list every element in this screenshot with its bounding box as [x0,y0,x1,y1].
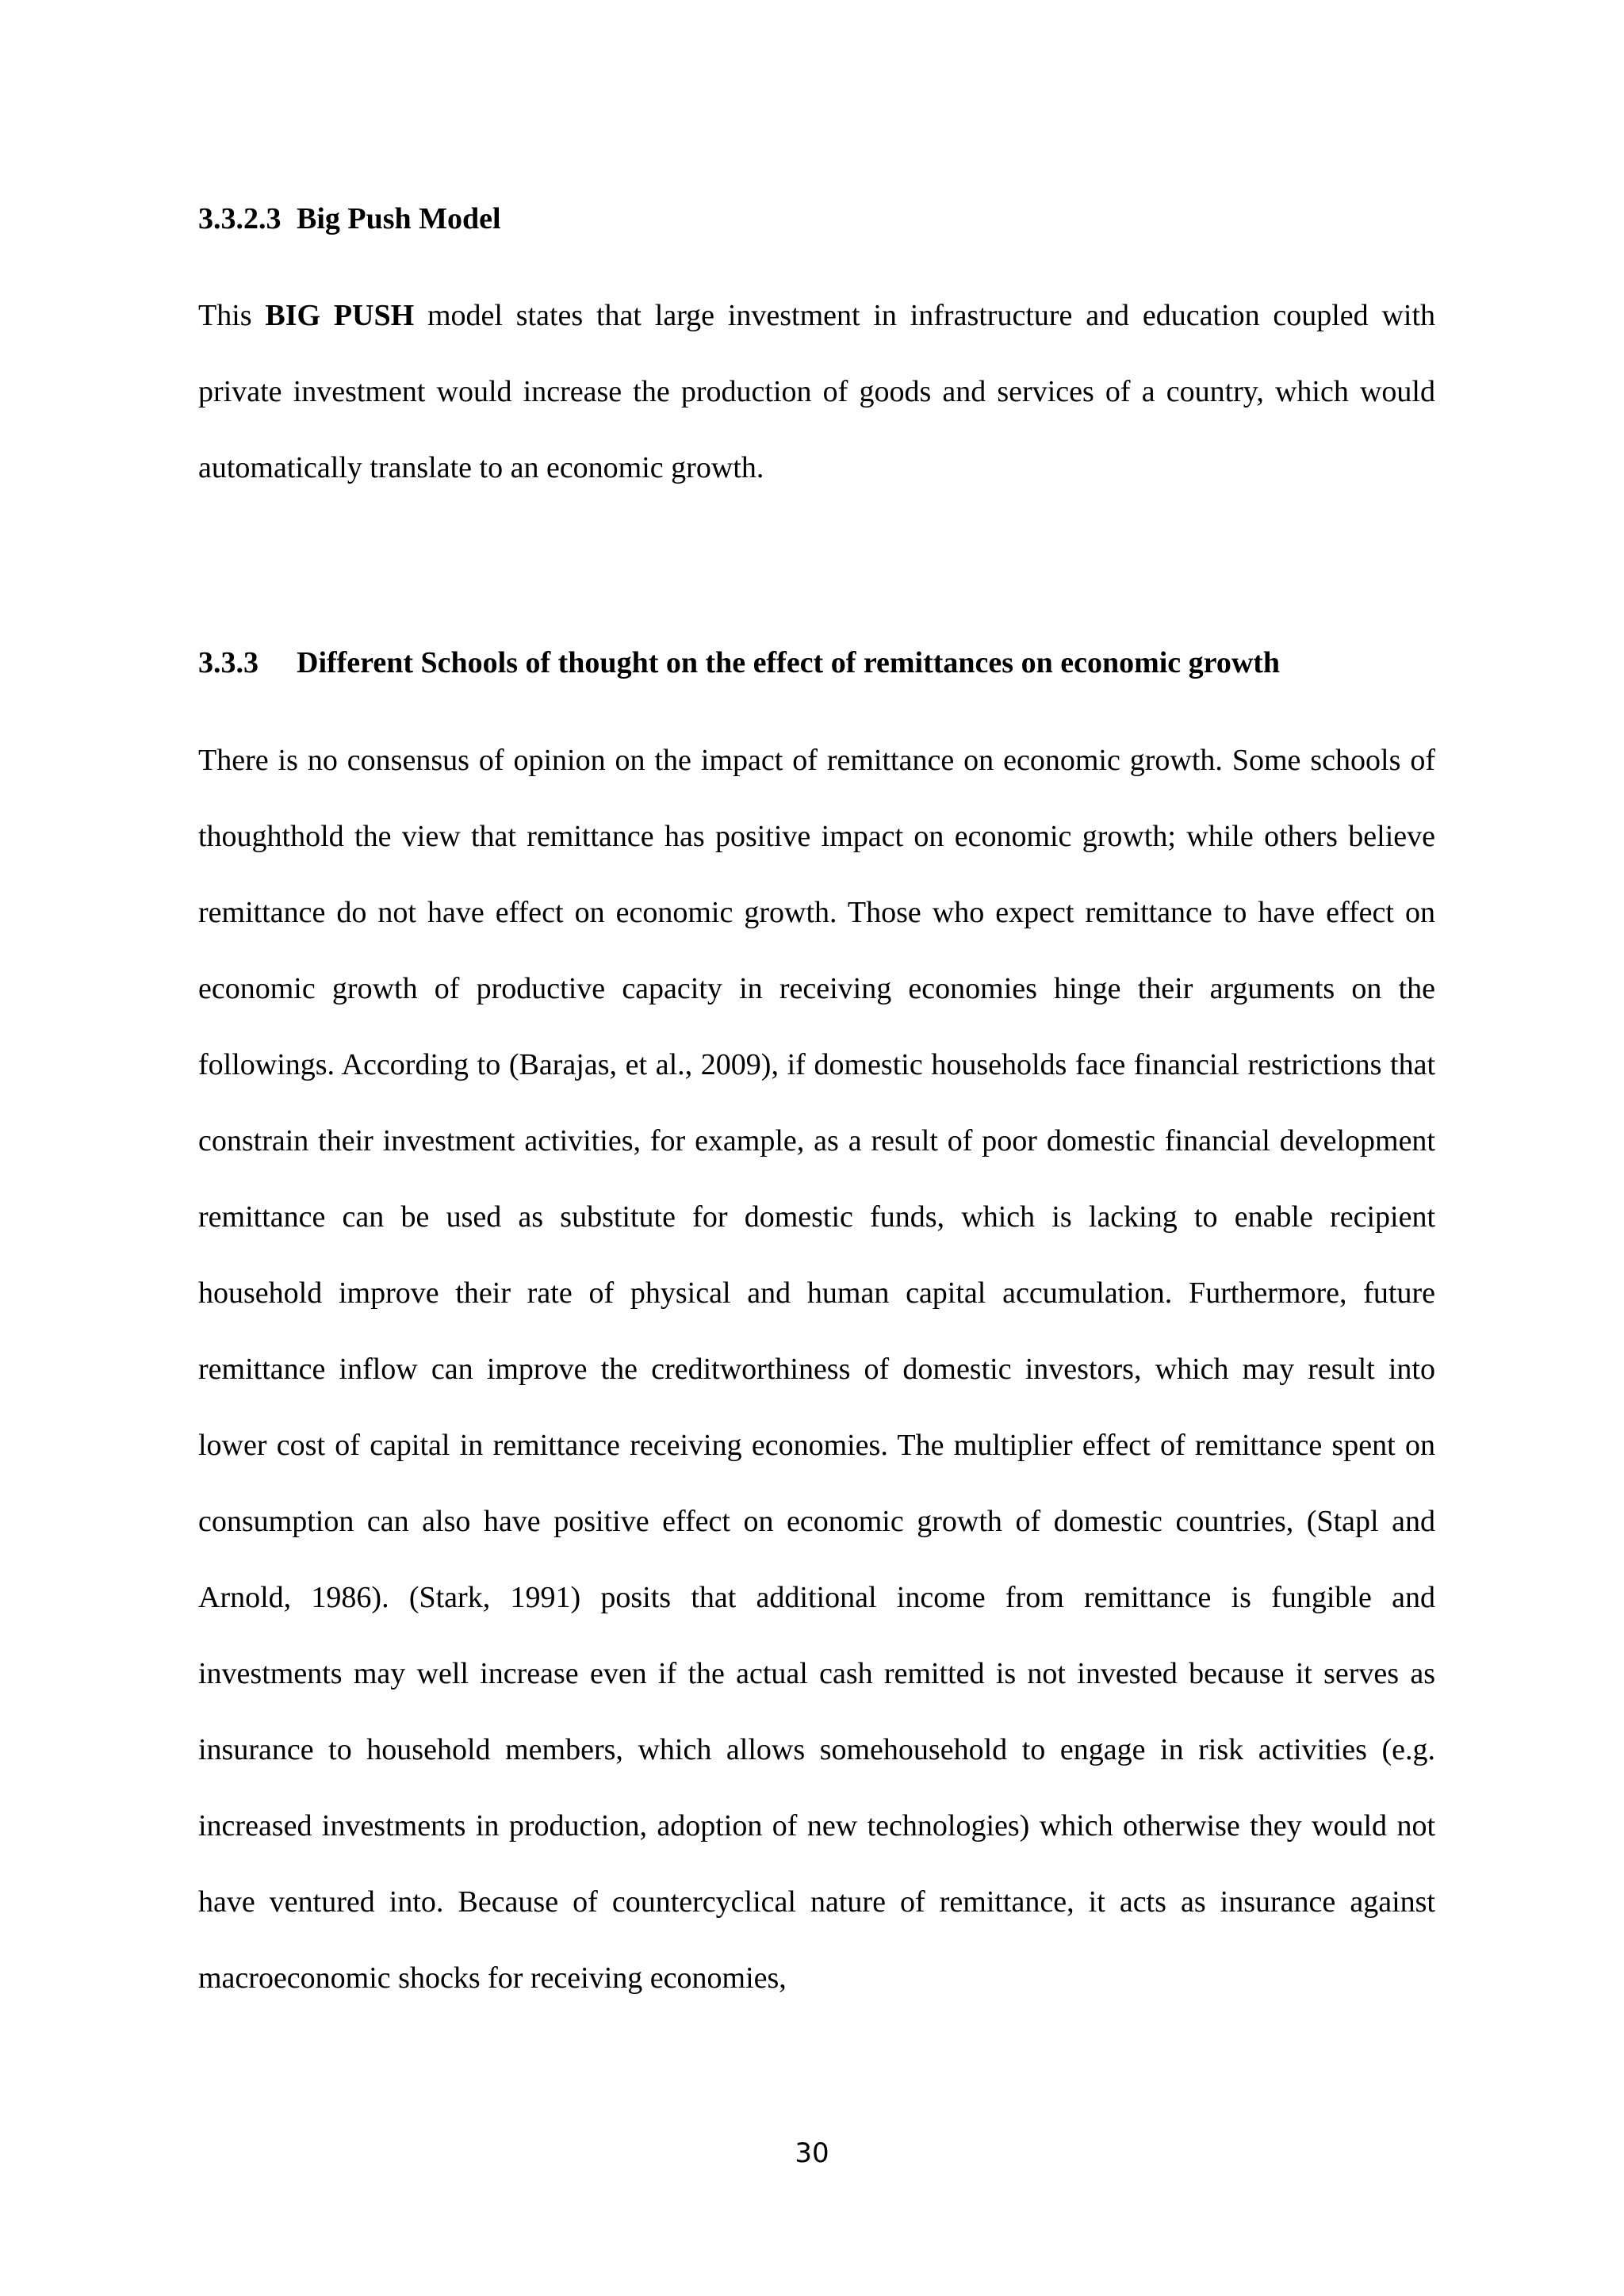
paragraph-big-push [198,277,1435,506]
paragraph-schools-of-thought: There is no consensus of opinion on the impact of remittance on economic growth. Some schools of thoughthold the view that remittance has positive impact on economic growth; while others believe remittance do not have effect on economic growth. Those who expect remittance to have effect on economic growth of productive capacity in receiving economies hinge their arguments on the followings. According to (Barajas, et al., 2009), if domestic households face financial restrictions that constrain their investment activities, for example, as a result of poor domestic financial development remittance can be used as substitute for domestic funds, which is lacking to enable recipient household improve their rate of physical and human capital accumulation. Furthermore, future remittance inflow can improve the creditworthiness of domestic investors, which may result into lower cost of capital in remittance receiving economies. The multiplier effect of remittance spent on consumption can also have positive effect on economic growth of domestic countries, (Stapl and Arnold, 1986). (Stark, 1991) posits that additional income from remittance is fungible and investments may well increase even if the actual cash remitted is not invested because it serves as insurance to household members, which allows somehousehold to engage in risk activities (e.g. increased investments in production, adoption of new technologies) which otherwise they would not have ventured into. Because of countercyclical nature of remittance, it acts as insurance against macroeconomic shocks for receiving economies, [198,744,1435,1995]
section-number: 3.3.3 [198,646,259,679]
paragraph-text-start: This [198,299,266,332]
paragraph-text-rest: model states that large investment in infrastructure and education coupled with private investment would increase the production of goods and services of a country, which would automatically translate to an economic growth. [198,299,1435,484]
section-title: Big Push Model [297,202,501,235]
page-number: 30 [795,2137,829,2169]
section-heading-3-3-3 [198,644,1435,682]
section-title: Different Schools of thought on the effect of remittances on economic growth [297,646,1281,679]
bold-term-big-push: BIG PUSH [265,299,415,332]
section-heading-3-3-2-3 [198,200,1435,238]
section-number: 3.3.2.3 [198,202,282,235]
